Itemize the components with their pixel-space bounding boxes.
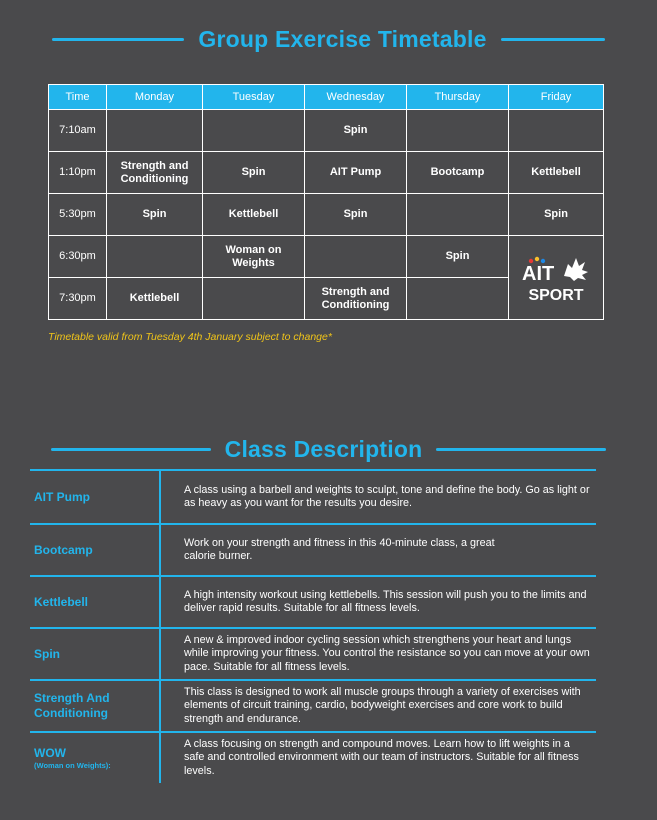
class-name-label: Bootcamp [34,542,93,557]
class-cell: AIT Pump [305,152,407,194]
class-cell: Spin [107,194,203,236]
list-item [30,523,596,575]
timetable [48,84,604,320]
list-item [30,469,596,523]
title-rule-right [501,38,605,41]
table-row [49,152,604,194]
title-row [0,26,657,53]
class-name [30,525,161,575]
class-name-label: Kettlebell [34,594,89,609]
class-cell: Spin [509,194,604,236]
class-cell [305,236,407,278]
class-description: This class is designed to work all muscle groups through a variety of exercises with elements of circuit training, cardio, bodyweight exercises and core work to build strength and endurance. [184,686,581,725]
class-cell [407,194,509,236]
class-cell: Spin [203,152,305,194]
list-item [30,627,596,679]
time-cell: 1:10pm [49,152,107,194]
logo-text-ait: AIT [522,262,555,285]
table-row [49,110,604,152]
logo-mascot-icon [564,258,588,281]
time-cell: 6:30pm [49,236,107,278]
class-cell: Bootcamp [407,152,509,194]
header-monday: Monday [107,85,203,110]
class-name-label: WOW [34,746,66,760]
class-name-sub: (Woman on Weights): [34,761,111,770]
class-description-table [30,469,596,783]
table-row [49,236,604,278]
class-cell [203,278,305,320]
class-description: A high intensity workout using kettlebells. This session will push you to the limits and deliver rapid results. Suitable for all fitness levels. [184,588,587,614]
time-cell: 5:30pm [49,194,107,236]
class-cell [407,110,509,152]
class-cell: Strength and Conditioning [107,152,203,194]
description-title: Class Description [224,436,423,462]
description-rule-left [51,448,211,451]
class-description-text: Work on your strength and fitness in this 40-minute class, a great calorie burner. [184,536,495,562]
class-description: A new & improved indoor cycling session which strengthens your heart and lungs while improving your fitness. You control the resistance so you can move at your own pace. Suitable for all fitness levels. [184,634,590,673]
class-name-label: Spin [34,646,60,661]
header-tuesday: Tuesday [203,85,305,110]
class-description: A class focusing on strength and compound moves. Learn how to lift weights in a safe and controlled environment with our team of instructors. Suitable for all fitness levels. [184,738,579,777]
validity-note: Timetable valid from Tuesday 4th January subject to change* [48,331,332,343]
class-cell: Strength and Conditioning [305,278,407,320]
class-name-label: AIT Pump [34,489,90,504]
class-name [30,629,161,679]
class-name-label: Strength And Conditioning [34,691,110,720]
title-rule-left [52,38,184,41]
list-item [30,731,596,783]
page-title: Group Exercise Timetable [198,26,487,52]
class-name [30,733,161,783]
class-cell: Spin [305,110,407,152]
header-friday: Friday [509,85,604,110]
class-description: A class using a barbell and weights to sculpt, tone and define the body. Go as light or as heavy as you want for the results you desire. [184,483,590,509]
class-name [30,577,161,627]
description-title-row [0,436,657,463]
time-cell: 7:30pm [49,278,107,320]
class-cell [509,110,604,152]
class-cell: Woman on Weights [203,236,305,278]
class-cell: Kettlebell [509,152,604,194]
ait-sport-logo [516,250,596,306]
class-name [30,681,161,731]
header-time: Time [49,85,107,110]
list-item [30,575,596,627]
class-cell: Spin [305,194,407,236]
description-rule-right [436,448,606,451]
list-item [30,679,596,731]
class-name [30,471,161,523]
logo-text-sport: SPORT [528,286,584,304]
class-cell: Kettlebell [203,194,305,236]
class-cell: Kettlebell [107,278,203,320]
class-cell: Spin [407,236,509,278]
class-cell [407,278,509,320]
class-cell [203,110,305,152]
logo-cell [509,236,604,320]
class-cell [107,236,203,278]
header-wednesday: Wednesday [305,85,407,110]
header-thursday: Thursday [407,85,509,110]
timetable-header-row [49,85,604,110]
class-cell [107,110,203,152]
class-description [161,525,596,575]
table-row [49,194,604,236]
time-cell: 7:10am [49,110,107,152]
